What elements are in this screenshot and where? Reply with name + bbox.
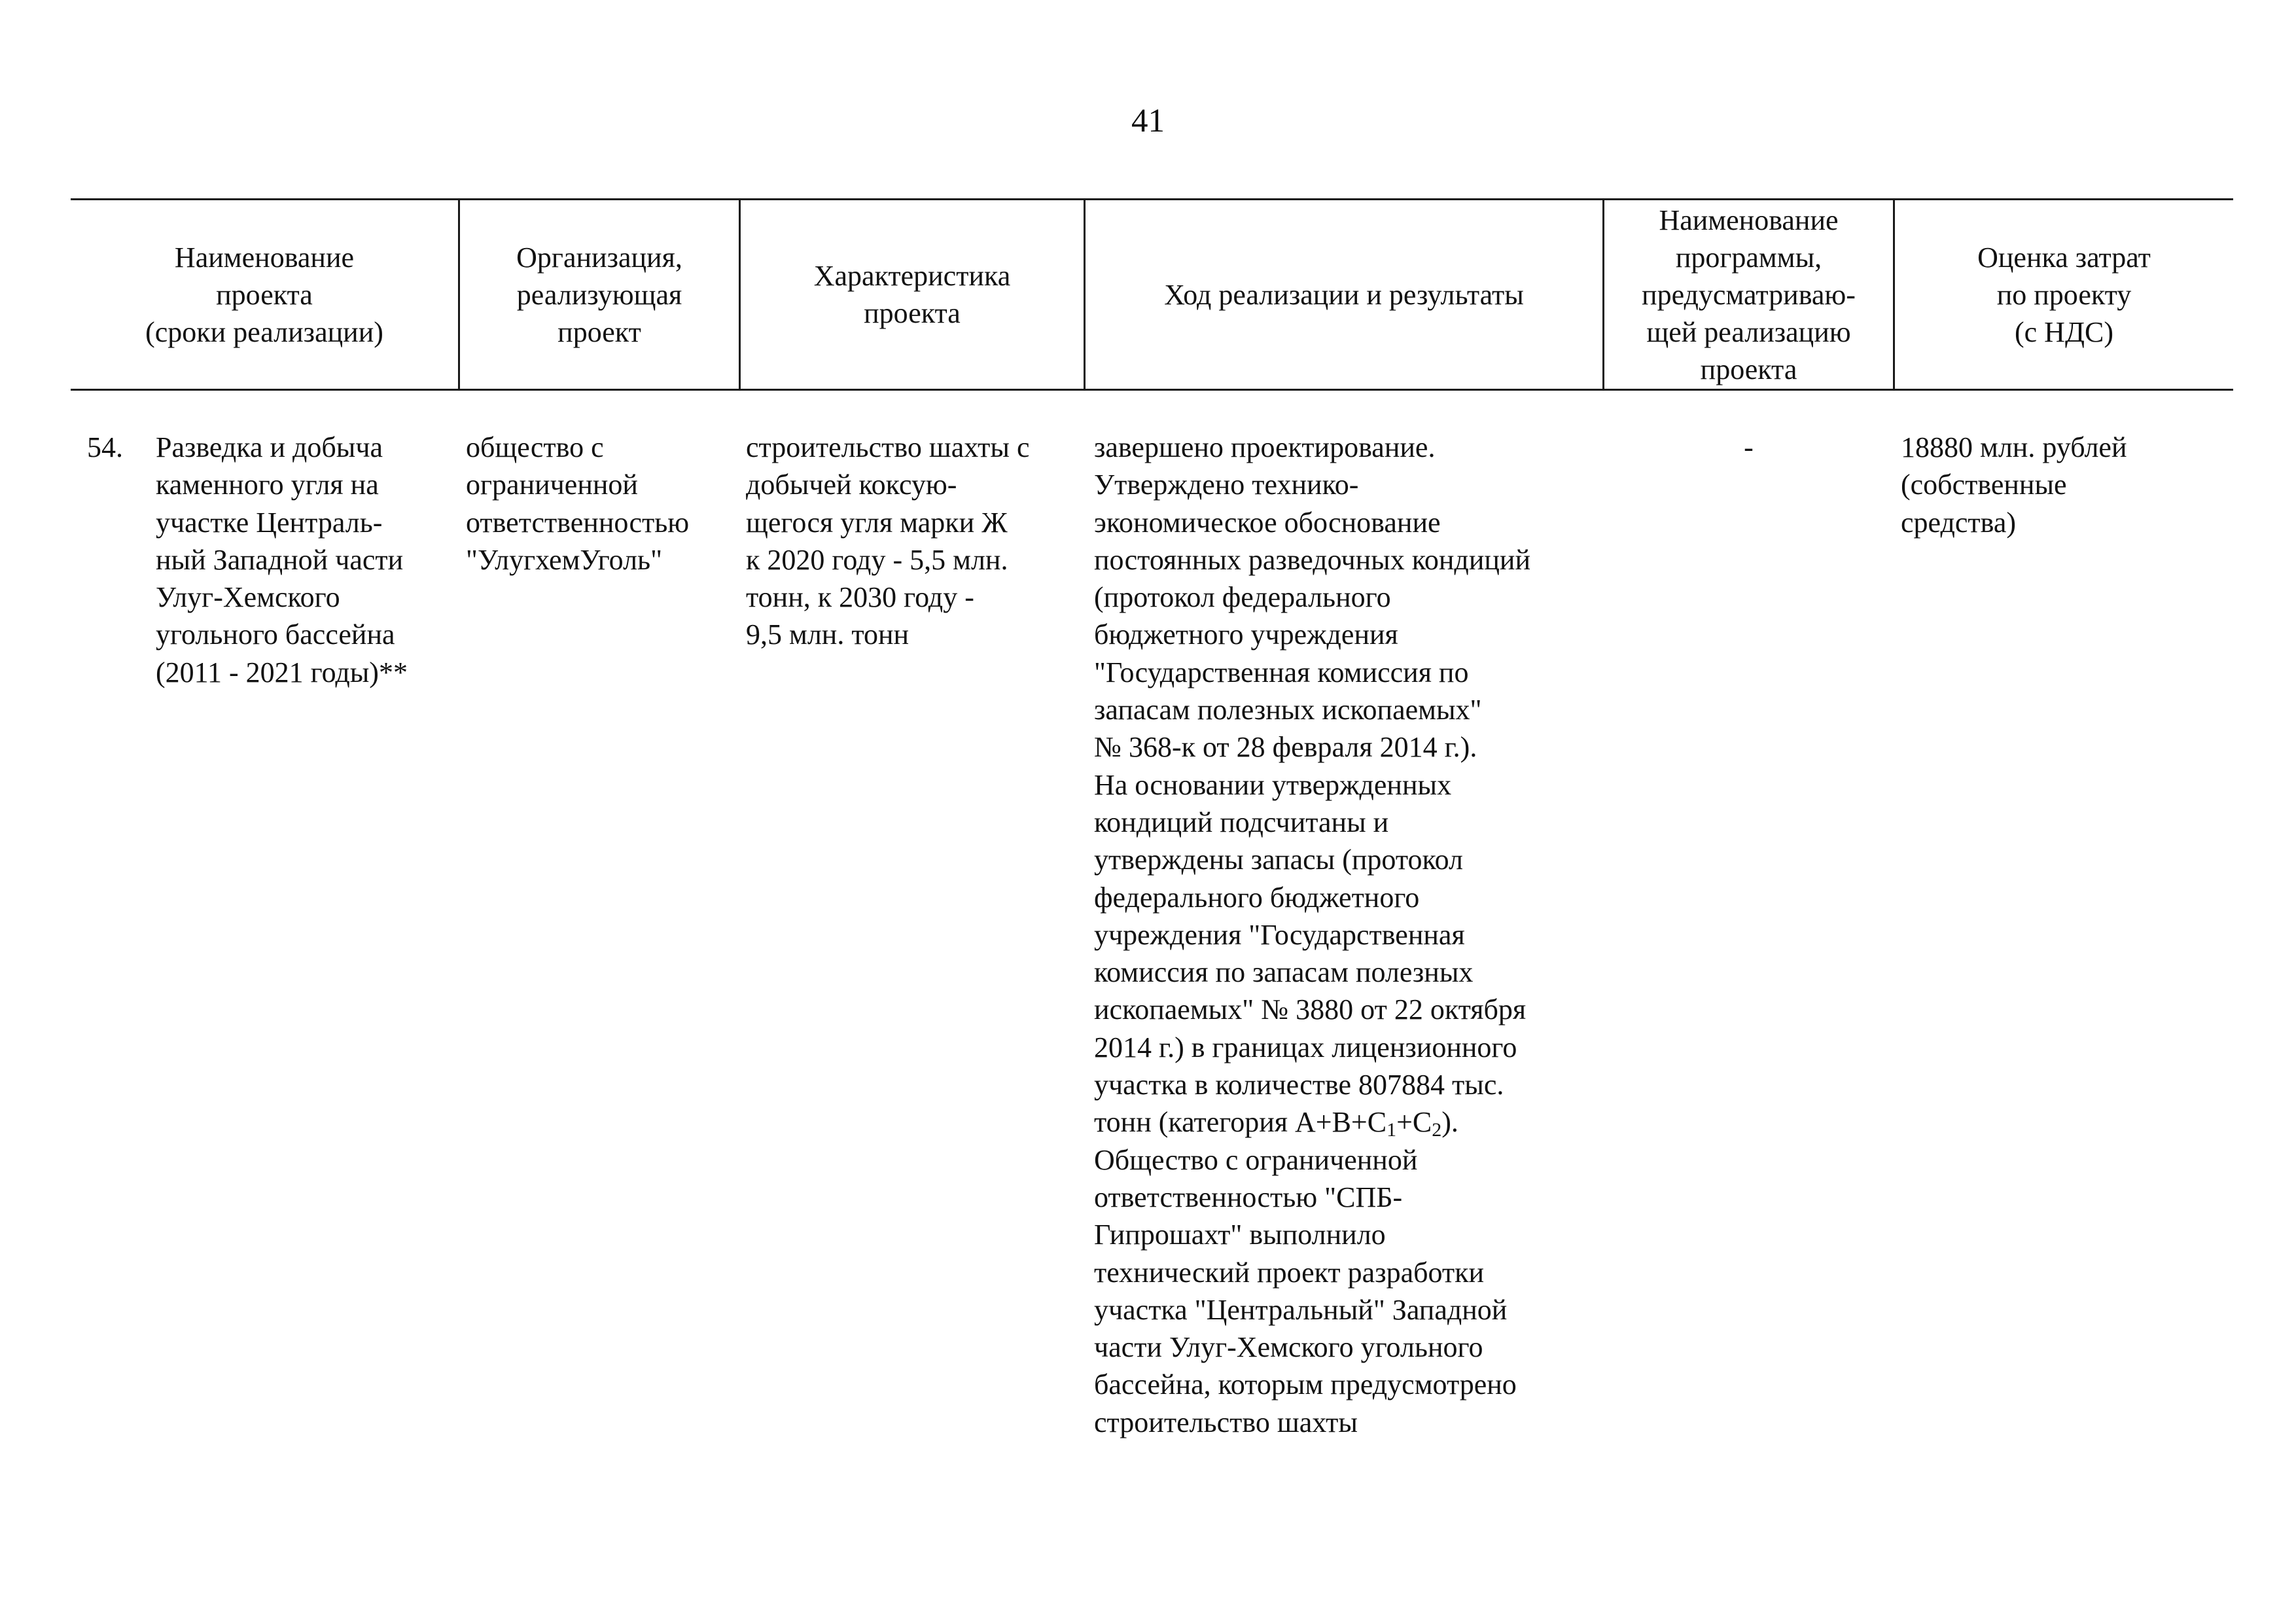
category-subscript-1: 1 bbox=[1386, 1119, 1397, 1141]
progress-category-suffix: ). bbox=[1441, 1106, 1458, 1139]
progress-cell bbox=[1094, 429, 1604, 1441]
header-project-name: Наименование проекта (сроки реализации) bbox=[145, 241, 383, 348]
row-number: 54. bbox=[87, 431, 123, 463]
progress-category-plus: +С bbox=[1396, 1106, 1432, 1139]
header-characteristic: Характеристика проекта bbox=[813, 260, 1011, 329]
header-organization: Организация, реализующая проект bbox=[516, 241, 682, 348]
header-progress: Ход реализации и результаты bbox=[1164, 278, 1524, 311]
page-number: 41 bbox=[1131, 103, 1165, 139]
progress-text-part1: завершено проектирование. Утверждено технико- экономическое обоснование постоянных разведочных кондиций (протокол федерального бюджетного учреждения "Государственная комиссия по запасам полезных ископаемых" № 368-к от 28 февраля 2014 г.). На основании утвержденных кондиций подсчитаны и утверждены запасы (протокол федерального бюджетного учреждения "Государственная комиссия по запасам полезных ископаемых" № 3880 от 22 октября 2014 г.) в границах лицензионного участка в количестве 807884 тыс. bbox=[1094, 431, 1531, 1101]
organization-cell: общество с ограниченной ответственностью "УлугхемУголь" bbox=[466, 431, 690, 576]
category-subscript-2: 2 bbox=[1432, 1119, 1442, 1141]
project-name-cell: Разведка и добыча каменного угля на участке Централь- ный Западной части Улуг-Хемского угольного бассейна (2011 - 2021 годы)** bbox=[156, 431, 408, 688]
header-cost: Оценка затрат по проекту (с НДС) bbox=[1977, 241, 2151, 348]
table-header-bottom-rule bbox=[71, 389, 2233, 391]
progress-category-prefix: тонн (категория А+В+С bbox=[1094, 1106, 1387, 1139]
cost-cell: 18880 млн. рублей (собственные средства) bbox=[1901, 431, 2127, 539]
progress-text-part2: Общество с ограниченной ответственностью "СПБ- Гипрошахт" выполнило технический проект разработки участка "Центральный" Западной части Улуг-Хемского угольного бассейна, которым предусмотрено строительство шахты bbox=[1094, 1143, 1517, 1438]
header-program: Наименование программы, предусматриваю- щей реализацию проекта bbox=[1642, 204, 1856, 385]
program-cell: - bbox=[1744, 431, 1754, 463]
characteristic-cell: строительство шахты с добычей коксую- щегося угля марки Ж к 2020 году - 5,5 млн. тонн, к 2030 году - 9,5 млн. тонн bbox=[746, 431, 1030, 651]
